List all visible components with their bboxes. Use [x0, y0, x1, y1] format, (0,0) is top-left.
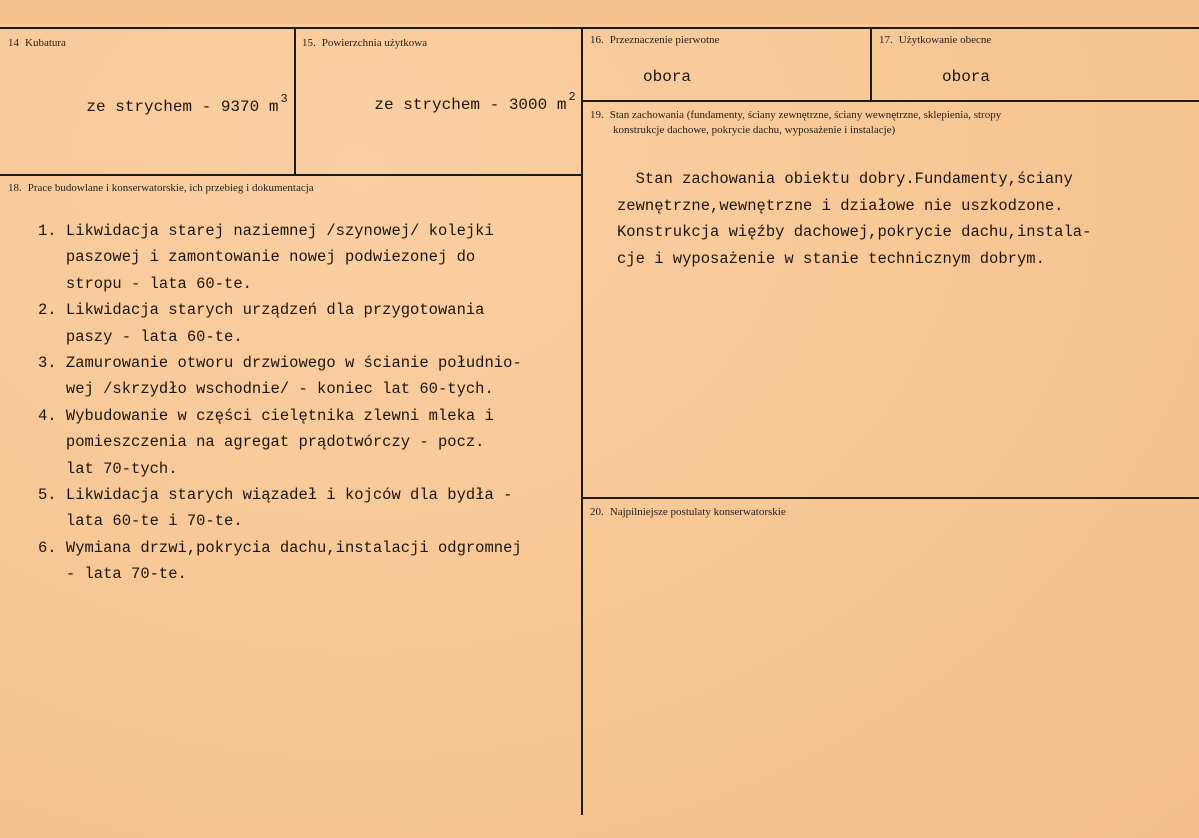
- field-14-text: ze strychem - 9370 m: [86, 98, 279, 116]
- field-19-number: 19.: [590, 109, 604, 121]
- list-item: - lata 70-te.: [38, 565, 187, 584]
- field-18-list: [38, 218, 522, 588]
- field-16-label: [590, 33, 719, 48]
- list-item: 6. Wymiana drzwi,pokrycia dachu,instalacji odgromnej: [38, 538, 522, 557]
- field-14-value: [48, 80, 288, 134]
- list-item: 5. Likwidacja starych wiązadeł i kojców dla bydła -: [38, 486, 513, 505]
- field-14-title: Kubatura: [25, 37, 66, 49]
- field-18-label: [8, 181, 314, 196]
- list-item: pomieszczenia na agregat prądotwórczy - pocz.: [38, 433, 485, 452]
- top-border: [0, 27, 1199, 29]
- field-15-number: 15.: [302, 37, 316, 49]
- field-17-title: Użytkowanie obecne: [898, 34, 992, 46]
- list-item: wej /skrzydło wschodnie/ - koniec lat 60-tych.: [38, 380, 494, 399]
- line-below-14-15: [0, 174, 583, 176]
- list-item: lata 60-te i 70-te.: [38, 512, 243, 531]
- field-15-text: ze strychem - 3000 m: [374, 96, 567, 114]
- field-16-value: obora: [643, 68, 692, 86]
- list-item: paszy - lata 60-te.: [38, 327, 243, 346]
- list-item: 3. Zamurowanie otworu drzwiowego w ścianie południo-: [38, 354, 522, 373]
- paragraph-line: cje i wyposażenie w stanie technicznym dobrym.: [617, 249, 1045, 268]
- field-17-value: obora: [942, 68, 991, 86]
- list-item: lat 70-tych.: [38, 459, 178, 478]
- list-item: 4. Wybudowanie w części cielętnika zlewni mleka i: [38, 406, 494, 425]
- field-17-label: [879, 33, 991, 48]
- field-15-value: [336, 78, 576, 132]
- field-19-title-line1: Stan zachowania (fundamenty, ściany zewnętrzne, ściany wewnętrzne, sklepienia, stropy: [609, 109, 1002, 121]
- list-item: 1. Likwidacja starej naziemnej /szynowej/ kolejki: [38, 222, 494, 240]
- field-18-number: 18.: [8, 182, 22, 194]
- field-14-label: [8, 36, 66, 51]
- field-16-number: 16.: [590, 34, 604, 46]
- field-19-label-line2: konstrukcje dachowe, pokrycie dachu, wyposażenie i instalacje): [613, 124, 896, 136]
- field-19-label: [590, 108, 1001, 123]
- field-15-label: [302, 36, 427, 51]
- field-20-number: 20.: [590, 506, 604, 518]
- field-15-sup: 2: [568, 90, 576, 104]
- field-17-number: 17.: [879, 34, 893, 46]
- field-20-title: Najpilniejsze postulaty konserwatorskie: [609, 506, 786, 518]
- field-20-label: [590, 505, 786, 520]
- line-below-16-17: [581, 100, 1199, 102]
- field-15-title: Powierzchnia użytkowa: [321, 37, 428, 49]
- field-14-sup: 3: [280, 92, 288, 106]
- list-item: paszowej i zamontowanie nowej podwiezonej do: [38, 248, 476, 267]
- field-16-title: Przeznaczenie pierwotne: [609, 34, 720, 46]
- paragraph-line: zewnętrzne,wewnętrzne i działowe nie uszkodzone.: [617, 196, 1064, 215]
- divider-16-17: [870, 27, 872, 100]
- field-18-title: Prace budowlane i konserwatorskie, ich przebieg i dokumentacja: [27, 182, 314, 194]
- list-item: 2. Likwidacja starych urządzeń dla przygotowania: [38, 301, 485, 320]
- paragraph-line: Stan zachowania obiektu dobry.Fundamenty,ściany: [617, 170, 1073, 188]
- card-top-edge: [0, 0, 1199, 24]
- line-above-20: [581, 497, 1199, 499]
- divider-14-15: [294, 27, 296, 174]
- field-14-number: 14: [8, 37, 19, 49]
- main-vertical-divider: [581, 27, 583, 815]
- field-19-text: [617, 166, 1091, 272]
- paragraph-line: Konstrukcja więźby dachowej,pokrycie dachu,instala-: [617, 223, 1092, 242]
- list-item: stropu - lata 60-te.: [38, 274, 252, 293]
